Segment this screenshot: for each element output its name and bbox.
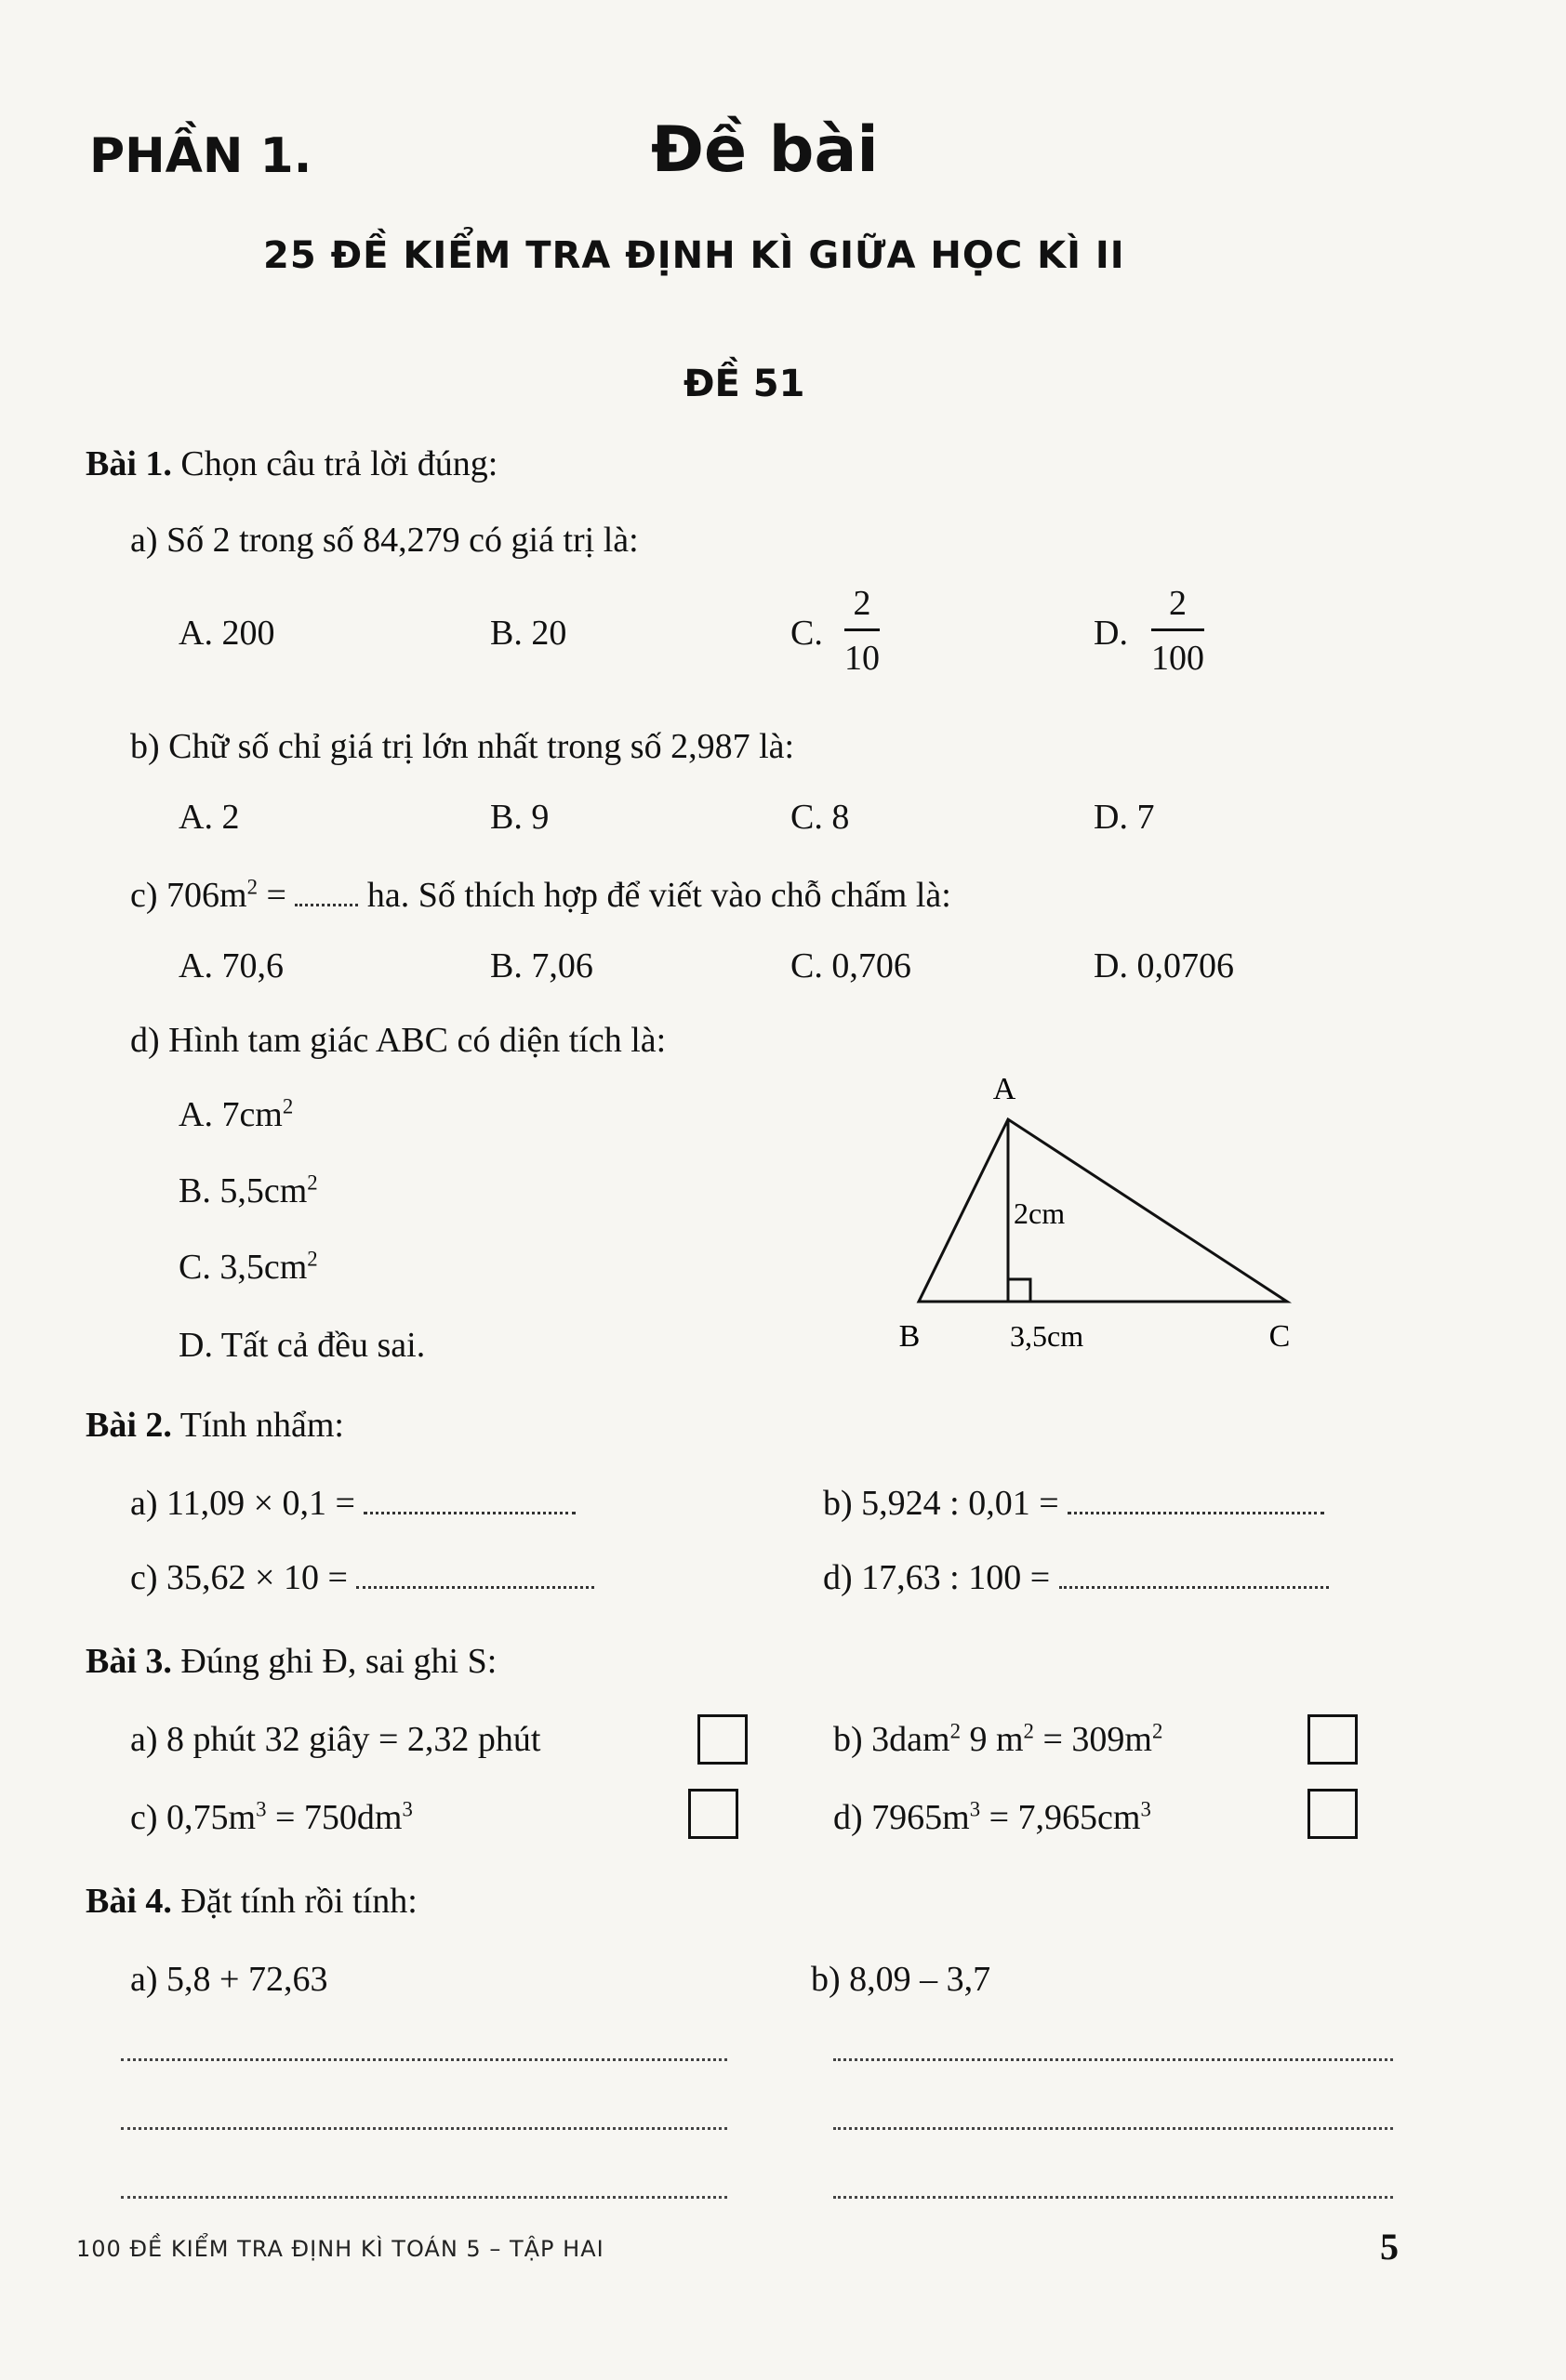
superscript: 2: [949, 1719, 961, 1743]
bai3-b-answer-box[interactable]: [1307, 1714, 1358, 1765]
text-part: d) 7965m: [833, 1798, 970, 1837]
bai1-d-option-c: [179, 1246, 318, 1289]
bai1-b-option-b: B. 9: [490, 798, 550, 837]
bai3-c-answer-box[interactable]: [688, 1789, 738, 1839]
expression: a) 11,09 × 0,1 =: [130, 1484, 355, 1523]
bai1-c-question: [130, 874, 951, 917]
vertex-a-label: A: [992, 1072, 1016, 1106]
superscript: 2: [307, 1170, 318, 1195]
bai2-d: [823, 1556, 1329, 1599]
bai3-b: [833, 1718, 1162, 1761]
answer-blank: [1068, 1506, 1324, 1514]
bai1-a-option-d-prefix: D.: [1094, 614, 1128, 653]
right-angle-mark: [1008, 1279, 1030, 1302]
bai1-b-option-c: C. 8: [790, 798, 850, 837]
vertex-b-label: B: [898, 1319, 921, 1354]
bai1-c-option-a: A. 70,6: [179, 946, 284, 985]
blank-dots: [295, 898, 358, 906]
bai3-label: Bài 3.: [86, 1642, 172, 1681]
superscript: 2: [1151, 1719, 1163, 1743]
answer-blank: [356, 1580, 594, 1589]
fraction-numerator: 2: [1151, 582, 1204, 631]
text-part: = 309m: [1033, 1720, 1152, 1759]
bai1-a-option-b: B. 20: [490, 614, 567, 653]
bai2-a: [130, 1482, 576, 1525]
bai1-text: Chọn câu trả lời đúng:: [180, 444, 498, 483]
bai4-text: Đặt tính rồi tính:: [180, 1882, 418, 1921]
text-part: b) 3dam: [833, 1720, 950, 1759]
superscript: 2: [1023, 1719, 1034, 1743]
fraction-denominator: 100: [1151, 639, 1204, 678]
answer-line: [833, 2127, 1393, 2130]
answer-line: [121, 2058, 727, 2061]
page-title: Đề bài: [651, 113, 879, 187]
fraction-denominator: 10: [844, 639, 880, 678]
bai1-b-question: b) Chữ số chỉ giá trị lớn nhất trong số 2,987 là:: [130, 727, 795, 766]
bai1-c-option-d: D. 0,0706: [1094, 946, 1234, 985]
subtitle: 25 ĐỀ KIỂM TRA ĐỊNH KÌ GIỮA HỌC KÌ II: [263, 234, 1125, 277]
bai3-d-answer-box[interactable]: [1307, 1789, 1358, 1839]
bai3-text: Đúng ghi Đ, sai ghi S:: [180, 1642, 498, 1681]
bai2-c: [130, 1556, 594, 1599]
triangle-abc: [919, 1119, 1287, 1302]
bai1-d-option-b: [179, 1170, 318, 1212]
answer-line: [121, 2127, 727, 2130]
bai2-heading: [86, 1404, 344, 1447]
text-part: = 750dm: [266, 1798, 403, 1837]
bai3-c: [130, 1796, 413, 1839]
option-text: B. 5,5cm: [179, 1171, 308, 1210]
text-part: c) 0,75m: [130, 1798, 257, 1837]
triangle-abc-figure: [874, 1060, 1320, 1376]
bai1-a-question: a) Số 2 trong số 84,279 có giá trị là:: [130, 521, 639, 560]
expression: d) 17,63 : 100 =: [823, 1558, 1051, 1597]
superscript: 3: [1140, 1797, 1151, 1821]
bai1-a-option-c-prefix: C.: [790, 614, 823, 653]
part-label: PHẦN 1.: [89, 128, 312, 184]
expression: c) 35,62 × 10 =: [130, 1558, 348, 1597]
bai4-b: b) 8,09 – 3,7: [811, 1960, 991, 1999]
bai3-a: a) 8 phút 32 giây = 2,32 phút: [130, 1720, 541, 1759]
superscript: 3: [402, 1797, 413, 1821]
option-text: A. 7cm: [179, 1095, 283, 1134]
base-label: 3,5cm: [1010, 1319, 1084, 1353]
bai3-d: [833, 1796, 1151, 1839]
superscript: 3: [256, 1797, 267, 1821]
answer-blank: [364, 1506, 576, 1514]
bai1-heading: [86, 443, 498, 485]
option-text: C. 3,5cm: [179, 1248, 308, 1287]
bai1-c-option-c: C. 0,706: [790, 946, 911, 985]
fraction-numerator: 2: [844, 582, 880, 631]
bai1-d-option-a: [179, 1093, 293, 1136]
vertex-c-label: C: [1268, 1319, 1291, 1354]
bai1-d-option-d: D. Tất cả đều sai.: [179, 1326, 426, 1365]
c-question-end: ha. Số thích hợp để viết vào chỗ chấm là:: [358, 876, 951, 915]
bai2-b: [823, 1482, 1324, 1525]
bai1-c-option-b: B. 7,06: [490, 946, 593, 985]
superscript: 3: [969, 1797, 981, 1821]
text-part: 9 m: [960, 1720, 1024, 1759]
answer-line: [121, 2196, 727, 2199]
bai1-label: Bài 1.: [86, 444, 172, 483]
answer-line: [833, 2196, 1393, 2199]
answer-blank: [1059, 1580, 1329, 1589]
answer-line: [833, 2058, 1393, 2061]
page-number: 5: [1380, 2226, 1399, 2268]
bai3-a-answer-box[interactable]: [697, 1714, 748, 1765]
expression: b) 5,924 : 0,01 =: [823, 1484, 1059, 1523]
bai3-heading: [86, 1640, 497, 1683]
c-question-start: c) 706m: [130, 876, 247, 915]
bai1-b-option-d: D. 7: [1094, 798, 1155, 837]
text-part: = 7,965cm: [980, 1798, 1141, 1837]
bai4-label: Bài 4.: [86, 1882, 172, 1921]
superscript: 2: [282, 1094, 294, 1118]
footer-book-title: 100 ĐỀ KIỂM TRA ĐỊNH KÌ TOÁN 5 – TẬP HAI: [76, 2236, 604, 2262]
height-label: 2cm: [1014, 1197, 1066, 1230]
exam-number: ĐỀ 51: [683, 363, 805, 405]
bai4-heading: [86, 1880, 418, 1923]
bai4-a: a) 5,8 + 72,63: [130, 1960, 328, 1999]
bai1-a-option-c-fraction: [844, 582, 880, 680]
bai1-a-option-a: A. 200: [179, 614, 275, 653]
superscript: 2: [246, 875, 258, 899]
superscript: 2: [307, 1247, 318, 1271]
c-question-eq: =: [257, 876, 296, 915]
bai2-label: Bài 2.: [86, 1406, 172, 1445]
bai1-a-option-d-fraction: [1151, 582, 1204, 680]
bai2-text: Tính nhẩm:: [179, 1406, 344, 1445]
bai1-d-question: d) Hình tam giác ABC có diện tích là:: [130, 1021, 667, 1060]
bai1-b-option-a: A. 2: [179, 798, 240, 837]
